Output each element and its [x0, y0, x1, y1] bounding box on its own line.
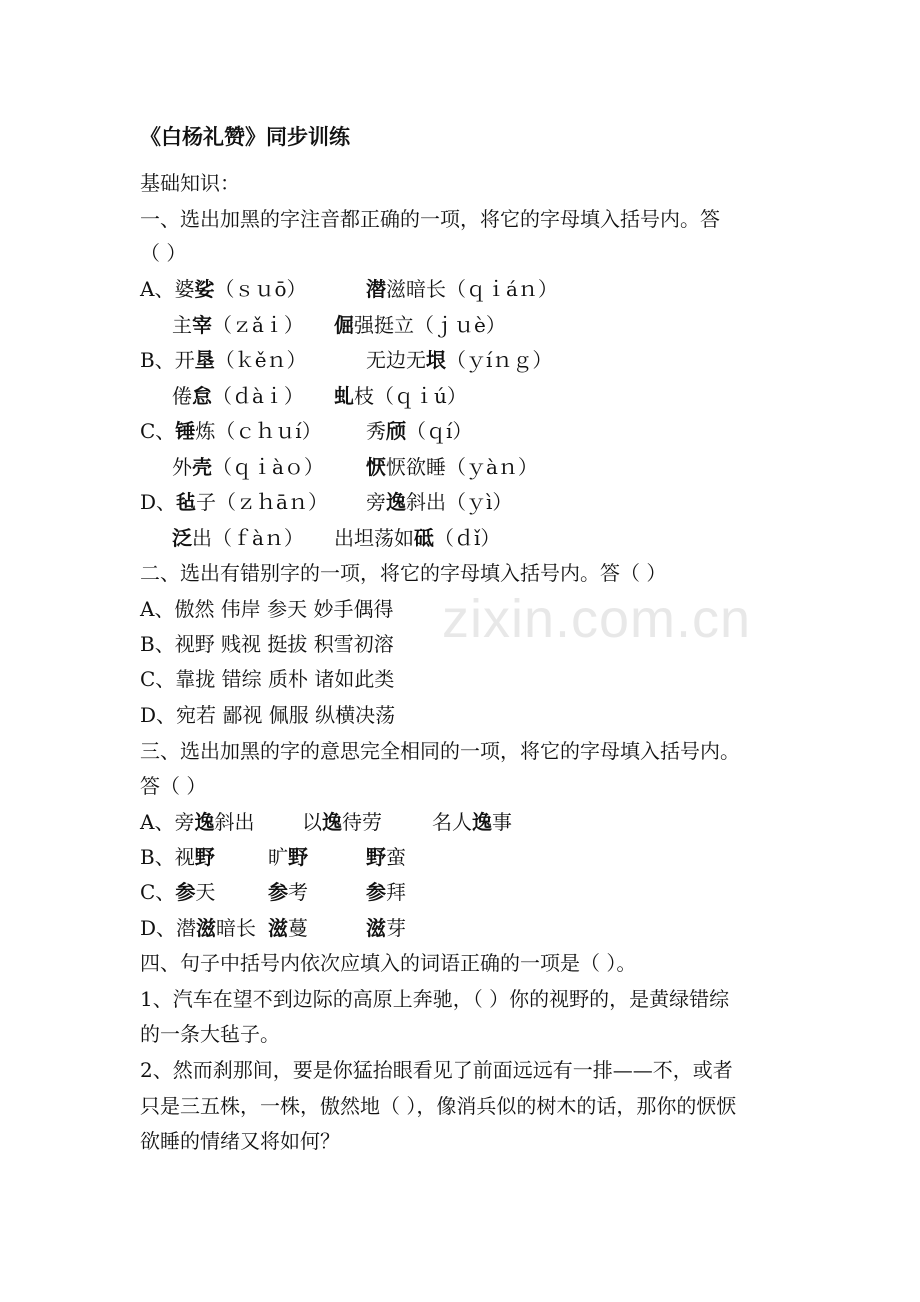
text-segment: 蛮 [386, 845, 406, 869]
q3-option-b-item3 [366, 844, 406, 870]
q4-sentence2-line1: 2、然而刹那间，要是你猛抬眼看见了前面远远有一排——不，或者 [140, 1058, 733, 1082]
bold-character: 毡 [176, 490, 197, 514]
q3-stem-line2: 答（ ） [140, 774, 207, 798]
page-title: 《白杨礼赞》同步训练 [140, 124, 350, 149]
section-heading: 基础知识： [140, 171, 240, 195]
text-segment: 名人 [432, 810, 472, 834]
q3-option-b-item1 [140, 844, 215, 870]
watermark: zixin.com.cn [442, 589, 752, 649]
bold-character: 野 [194, 845, 215, 869]
bold-character: 逸 [194, 810, 215, 834]
bold-character: 参 [175, 880, 196, 904]
q3-option-d-item1 [140, 915, 256, 941]
bold-character: 恹 [366, 455, 386, 479]
q1-option-d-item2 [366, 489, 512, 515]
text-segment: B、开 [140, 348, 195, 372]
text-segment: 强挺立（ｊｕè） [354, 313, 506, 337]
text-segment: （ｚǎｉ） [212, 313, 304, 337]
q3-option-c-item2 [268, 879, 308, 905]
text-segment: 出（ｆàｎ） [192, 526, 304, 550]
text-segment: 暗长 [216, 916, 257, 940]
bold-character: 锤 [175, 419, 196, 443]
text-segment: 待劳 [342, 810, 382, 834]
q2-option-d: D、宛若 鄙视 佩服 纵横决荡 [140, 703, 396, 727]
q3-option-d-item2 [268, 915, 308, 941]
text-segment: 恹欲睡（ｙàｎ） [386, 455, 538, 479]
text-segment: 秀 [366, 419, 386, 443]
q3-option-a-item1 [140, 809, 254, 835]
text-segment: 倦 [172, 384, 192, 408]
bold-character: 宰 [192, 313, 212, 337]
bold-character: 野 [366, 845, 386, 869]
text-segment: 考 [288, 880, 308, 904]
text-segment: 出坦荡如 [334, 526, 414, 550]
bold-character: 壳 [192, 455, 212, 479]
q1-option-d-item3 [172, 525, 304, 551]
bold-character: 垠 [426, 348, 446, 372]
bold-character: 泛 [172, 526, 192, 550]
q2-option-c: C、靠拢 错综 质朴 诸如此类 [140, 667, 395, 691]
text-segment: 蔓 [288, 916, 308, 940]
q1-option-a-item2 [366, 276, 558, 302]
text-segment: 无边无 [366, 348, 426, 372]
bold-character: 垦 [194, 348, 215, 372]
bold-character: 参 [268, 880, 288, 904]
q1-stem-line1: 一、选出加黑的字注音都正确的一项，将它的字母填入括号内。答 [140, 207, 720, 231]
q1-option-c-item1 [140, 418, 322, 444]
text-segment: 斜出（ｙì） [406, 490, 513, 514]
bold-character: 倔 [334, 313, 354, 337]
text-segment: （ｓｕō） [214, 277, 307, 301]
text-segment: C、 [140, 880, 176, 904]
text-segment: 以 [302, 810, 322, 834]
bold-character: 参 [366, 880, 386, 904]
text-segment: （ｙíｎｇ） [446, 348, 553, 372]
q1-option-c-item4 [366, 454, 538, 480]
text-segment: 事 [492, 810, 512, 834]
bold-character: 野 [288, 845, 308, 869]
text-segment: 主 [172, 313, 192, 337]
q1-option-c-item2 [366, 418, 472, 444]
q4-sentence2-line3: 欲睡的情绪又将如何？ [140, 1129, 340, 1153]
bold-character: 逸 [472, 810, 492, 834]
bold-character: 滋 [268, 916, 288, 940]
text-segment: A、婆 [140, 277, 195, 301]
bold-character: 虬 [334, 384, 354, 408]
text-segment: 旁 [366, 490, 386, 514]
text-segment: 炼（ｃｈｕí） [195, 419, 322, 443]
text-segment: 滋暗长（ｑｉáｎ） [386, 277, 558, 301]
q1-stem-line2: （ ） [140, 241, 187, 265]
text-segment: （ｑí） [406, 419, 473, 443]
q4-stem: 四、句子中括号内依次应填入的词语正确的一项是（ ）。 [140, 951, 637, 975]
q1-option-b-item4 [334, 383, 467, 409]
text-segment: （ｄǐ） [434, 526, 501, 550]
q3-option-a-item2 [302, 809, 382, 835]
text-segment: （ｋěｎ） [214, 348, 307, 372]
q4-sentence2-line2: 只是三五株，一株，傲然地（ ），像消兵似的树木的话，那你的恹恹 [140, 1094, 737, 1118]
q3-option-c-item1 [140, 879, 215, 905]
q1-option-b-item3 [172, 383, 304, 409]
bold-character: 逸 [386, 490, 406, 514]
text-segment: D、潜 [140, 916, 197, 940]
text-segment: 芽 [386, 916, 406, 940]
bold-character: 逸 [322, 810, 342, 834]
text-segment: 天 [195, 880, 216, 904]
q1-option-b-item1 [140, 347, 307, 373]
q1-option-a-item1 [140, 276, 307, 302]
bold-character: 砥 [414, 526, 434, 550]
text-segment: 外 [172, 455, 192, 479]
text-segment: （ｑｉàｏ） [212, 455, 324, 479]
q2-option-b: B、视野 贱视 挺拔 积雪初溶 [140, 632, 394, 656]
bold-character: 娑 [194, 277, 215, 301]
q3-stem-line1: 三、选出加黑的字的意思完全相同的一项，将它的字母填入括号内。 [140, 739, 740, 763]
q2-option-a: A、傲然 伟岸 参天 妙手偶得 [140, 597, 394, 621]
text-segment: 拜 [386, 880, 406, 904]
bold-character: 颀 [386, 419, 406, 443]
text-segment: 斜出 [214, 810, 255, 834]
q1-option-c-item3 [172, 454, 324, 480]
text-segment: 枝（ｑｉú） [354, 384, 467, 408]
q4-sentence1-line2: 的一条大毡子。 [140, 1022, 280, 1046]
text-segment: 子（ｚｈāｎ） [196, 490, 328, 514]
bold-character: 怠 [192, 384, 212, 408]
text-segment: A、旁 [140, 810, 195, 834]
text-segment: 旷 [268, 845, 288, 869]
text-segment: （ｄàｉ） [212, 384, 304, 408]
bold-character: 滋 [366, 916, 386, 940]
q3-option-d-item3 [366, 915, 406, 941]
q3-option-b-item2 [268, 844, 308, 870]
q1-option-a-item3 [172, 312, 304, 338]
q1-option-a-item4 [334, 312, 506, 338]
bold-character: 滋 [196, 916, 217, 940]
text-segment: B、视 [140, 845, 195, 869]
text-segment: D、 [140, 490, 177, 514]
q1-option-b-item2 [366, 347, 552, 373]
q4-sentence1-line1: 1、汽车在望不到边际的高原上奔驰，（ ）你的视野的，是黄绿错综 [140, 987, 730, 1011]
text-segment: C、 [140, 419, 176, 443]
q1-option-d-item4 [334, 525, 500, 551]
q3-option-a-item3 [432, 809, 512, 835]
q2-stem: 二、选出有错别字的一项，将它的字母填入括号内。答（ ） [140, 561, 667, 585]
bold-character: 潜 [366, 277, 386, 301]
q1-option-d-item1 [140, 489, 328, 515]
q3-option-c-item3 [366, 879, 406, 905]
